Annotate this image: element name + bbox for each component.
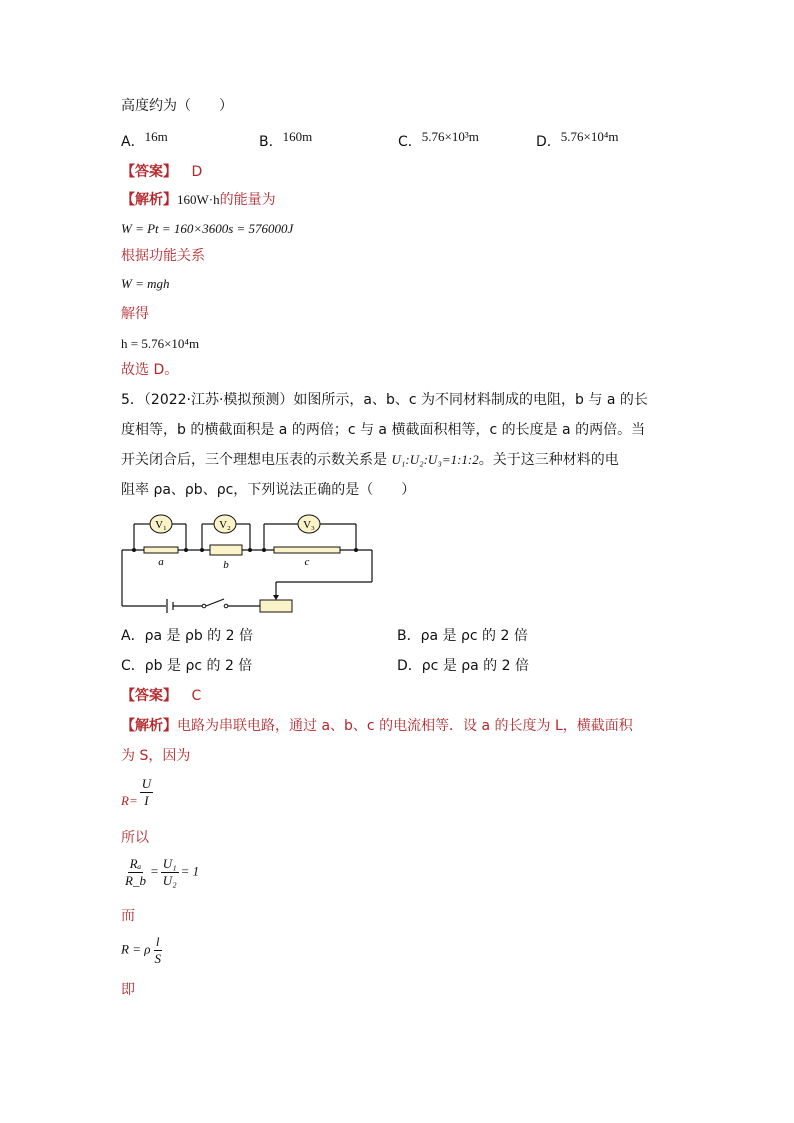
switch-contact <box>224 604 228 608</box>
analysis-intro <box>121 190 276 210</box>
eq-denominator: U₂ <box>162 873 177 888</box>
resistor-b-label: b <box>223 559 229 571</box>
option-a <box>121 129 168 152</box>
q5-stem-line-3 <box>121 450 619 470</box>
energy-value: 160W·h <box>177 192 220 207</box>
q5-answer-line <box>121 686 201 706</box>
q5-option-b <box>397 626 528 646</box>
option-text: ρc 是 ρa 的 2 倍 <box>421 658 529 674</box>
question-stem-tail: 高度约为（ ） <box>121 98 233 114</box>
option-letter: A． <box>121 628 145 644</box>
option-text: ρa 是 ρb 的 2 倍 <box>144 628 253 644</box>
option-letter: D． <box>397 658 422 674</box>
eq-rhs: = 1 <box>180 863 200 879</box>
junction-dot <box>132 548 136 552</box>
junction-dot <box>184 548 188 552</box>
option-letter: C． <box>121 658 145 674</box>
option-text: ρa 是 ρc 的 2 倍 <box>420 628 528 644</box>
ie-line: 即 <box>121 982 135 998</box>
solve-line: 解得 <box>121 306 149 322</box>
analysis-intro-text: 的能量为 <box>219 192 276 208</box>
analysis-tag: 【解析】 <box>121 718 177 734</box>
eq-denominator: S <box>154 951 161 966</box>
option-text: ρb 是 ρc 的 2 倍 <box>144 658 253 674</box>
option-d <box>536 129 619 152</box>
rheostat-slider <box>273 595 279 600</box>
q5-option-c <box>121 656 252 676</box>
switch-contact <box>202 604 206 608</box>
q5-option-a <box>121 626 253 646</box>
eq-denominator: I <box>144 793 149 808</box>
eq-numerator: Rₐ <box>129 856 142 871</box>
option-value: 5.76×10⁴m <box>560 129 619 144</box>
option-letter: B． <box>259 134 283 150</box>
equation-work: W = Pt = 160×3600s = 576000J <box>121 221 294 236</box>
q5-stem-line-1: 5．（2022·江苏·模拟预测）如图所示，a、b、c 为不同材料制成的电阻，b 与 a 的长 <box>121 392 648 408</box>
junction-dot <box>262 548 266 552</box>
answer-line <box>121 162 202 182</box>
stem-text: 开关闭合后，三个理想电压表的示数关系是 <box>121 452 387 468</box>
circuit-diagram <box>120 512 380 614</box>
option-letter: C． <box>398 134 422 150</box>
option-c <box>398 129 479 152</box>
voltmeter-3-label: V₃ <box>303 519 315 531</box>
answer-tag: 【答案】 <box>121 164 177 180</box>
option-letter: B． <box>397 628 421 644</box>
eq-numerator: U <box>141 776 152 791</box>
analysis-text: 电路为串联电路，通过 a、b、c 的电流相等．设 a 的长度为 L，横截面积 <box>177 718 633 734</box>
resistor-a <box>144 547 178 553</box>
stem-tail: 。关于这三种材料的电 <box>478 452 619 468</box>
q5-stem-line-2: 度相等，b 的横截面积是 a 的两倍；c 与 a 横截面积相等，c 的长度是 a 的两倍。当 <box>121 422 646 438</box>
answer-tag: 【答案】 <box>121 688 177 704</box>
eq-numerator: U₁ <box>162 856 177 871</box>
equation-ohm <box>121 776 155 809</box>
q5-stem-line-4: 阻率 ρa、ρb、ρc，下列说法正确的是（ ） <box>121 482 416 498</box>
option-letter: D． <box>536 134 561 150</box>
answer-value: C <box>191 688 202 704</box>
eq-lhs: R = ρ <box>121 941 151 957</box>
rheostat <box>260 600 292 612</box>
option-value: 160m <box>282 129 313 144</box>
resistor-a-label: a <box>158 556 164 568</box>
junction-dot <box>200 548 204 552</box>
eq-lhs: R= <box>121 793 138 809</box>
q5-analysis-line-1 <box>121 716 633 736</box>
junction-dot <box>354 548 358 552</box>
voltmeter-2-label: V₂ <box>219 519 231 531</box>
q5-option-d <box>397 656 529 676</box>
option-value: 5.76×10³m <box>421 129 479 144</box>
answer-value: D <box>191 164 203 180</box>
voltmeter-1-label: V₁ <box>155 519 167 531</box>
conclusion-line: 故选 D。 <box>121 362 179 378</box>
voltage-ratio: U₁:U₂:U₃=1:1:2 <box>391 452 479 467</box>
option-b <box>259 129 313 152</box>
resistor-c <box>274 547 340 553</box>
equation-height: h = 5.76×10⁴m <box>121 336 200 351</box>
resistor-c-label: c <box>304 556 310 568</box>
junction-dot <box>248 548 252 552</box>
and-line: 而 <box>121 908 135 924</box>
equation-resistivity <box>121 934 165 967</box>
q5-analysis-line-2: 为 S，因为 <box>121 748 191 764</box>
relation-line: 根据功能关系 <box>121 248 205 264</box>
option-letter: A． <box>121 134 145 150</box>
eq-denominator: R_b <box>125 873 146 888</box>
so-line: 所以 <box>121 830 149 846</box>
equation-ratio: $\frac{\text{Rₐ}}{R\_b}$ = $\frac{\text{U₁}}{\text{U₂}}$ = 1 <box>125 856 200 888</box>
equation-mgh: W = mgh <box>121 276 170 291</box>
option-value: 16m <box>144 129 168 144</box>
resistor-b <box>210 545 242 555</box>
analysis-tag: 【解析】 <box>121 192 177 208</box>
eq-numerator: l <box>155 934 160 949</box>
